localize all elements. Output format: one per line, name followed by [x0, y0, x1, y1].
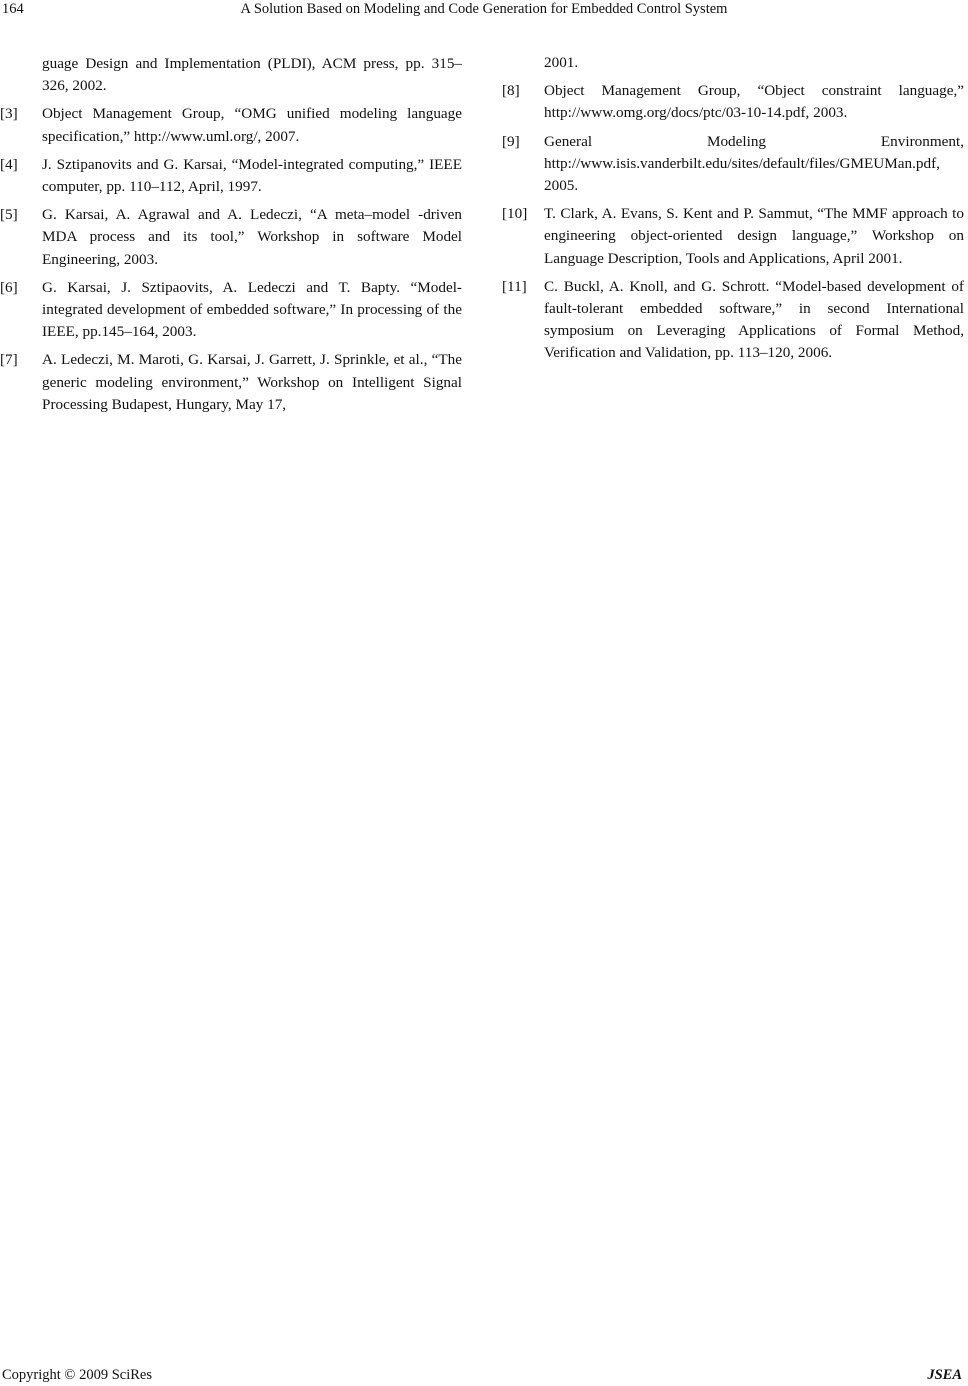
reference-number: [4] — [0, 155, 18, 173]
running-title: A Solution Based on Modeling and Code Generation for Embedded Control System — [240, 1, 728, 17]
reference-9 — [502, 131, 964, 198]
reference-number: [10] — [502, 205, 528, 223]
reference-continuation: guage Design and Implementation (PLDI), ACM press, pp. 315–326, 2002. — [42, 55, 462, 95]
reference-text: Object Management Group, “OMG unified modeling language specification,” http://www.uml.org/, 2007. — [42, 105, 462, 145]
reference-number: [3] — [0, 105, 18, 123]
page-number: 164 — [2, 1, 24, 17]
reference-text: General Modeling Environment, http://www.isis.vanderbilt.edu/sites/default/files/GMEUMan.pdf, 2005. — [544, 132, 964, 195]
reference-5 — [0, 204, 462, 271]
reference-number: [11] — [502, 277, 527, 295]
reference-continuation: 2001. — [544, 54, 579, 71]
reference-text: C. Buckl, A. Knoll, and G. Schrott. “Model-based development of fault-tolerant embedded software,” in second International symposium on Leveraging Applications of Formal Method, Verification and Validation, pp. 113–120, 2006. — [544, 277, 964, 362]
left-column — [0, 53, 462, 422]
reference-6 — [0, 277, 462, 344]
reference-3 — [0, 103, 462, 147]
reference-text: J. Sztipanovits and G. Karsai, “Model-integrated computing,” IEEE computer, pp. 110–112, April, 1997. — [42, 155, 462, 196]
copyright-footer: Copyright © 2009 SciRes — [2, 1367, 152, 1383]
reference-4 — [0, 154, 462, 198]
reference-text: T. Clark, A. Evans, S. Kent and P. Sammut, “The MMF approach to engineering object-oriented design language,” Workshop on Language Description, Tools and Applications, April 2001. — [544, 205, 964, 267]
reference-text: G. Karsai, J. Sztipaovits, A. Ledeczi and T. Bapty. “Model-integrated development of embedded software,” In processing of the IEEE, pp.145–164, 2003. — [42, 278, 462, 341]
reference-text: A. Ledeczi, M. Maroti, G. Karsai, J. Garrett, J. Sprinkle, et al., “The generic modeling environment,” Workshop on Intelligent Signal Processing Budapest, Hungary, May 17, — [42, 351, 462, 413]
reference-number: [6] — [0, 278, 18, 296]
journal-abbreviation: JSEA — [927, 1367, 962, 1383]
reference-10 — [502, 203, 964, 270]
right-column — [502, 52, 964, 371]
reference-number: [5] — [0, 206, 18, 224]
reference-number: [9] — [502, 132, 520, 150]
reference-number: [7] — [0, 351, 18, 369]
reference-number: [8] — [502, 82, 520, 100]
reference-8 — [502, 80, 964, 124]
reference-text: Object Management Group, “Object constraint language,” http://www.omg.org/docs/ptc/03-10-14.pdf, 2003. — [544, 82, 964, 122]
reference-7 — [0, 349, 462, 416]
reference-11 — [502, 276, 964, 365]
reference-text: G. Karsai, A. Agrawal and A. Ledeczi, “A meta–model -driven MDA process and its tool,” Workshop in software Model Engineering, 2003. — [42, 206, 462, 268]
